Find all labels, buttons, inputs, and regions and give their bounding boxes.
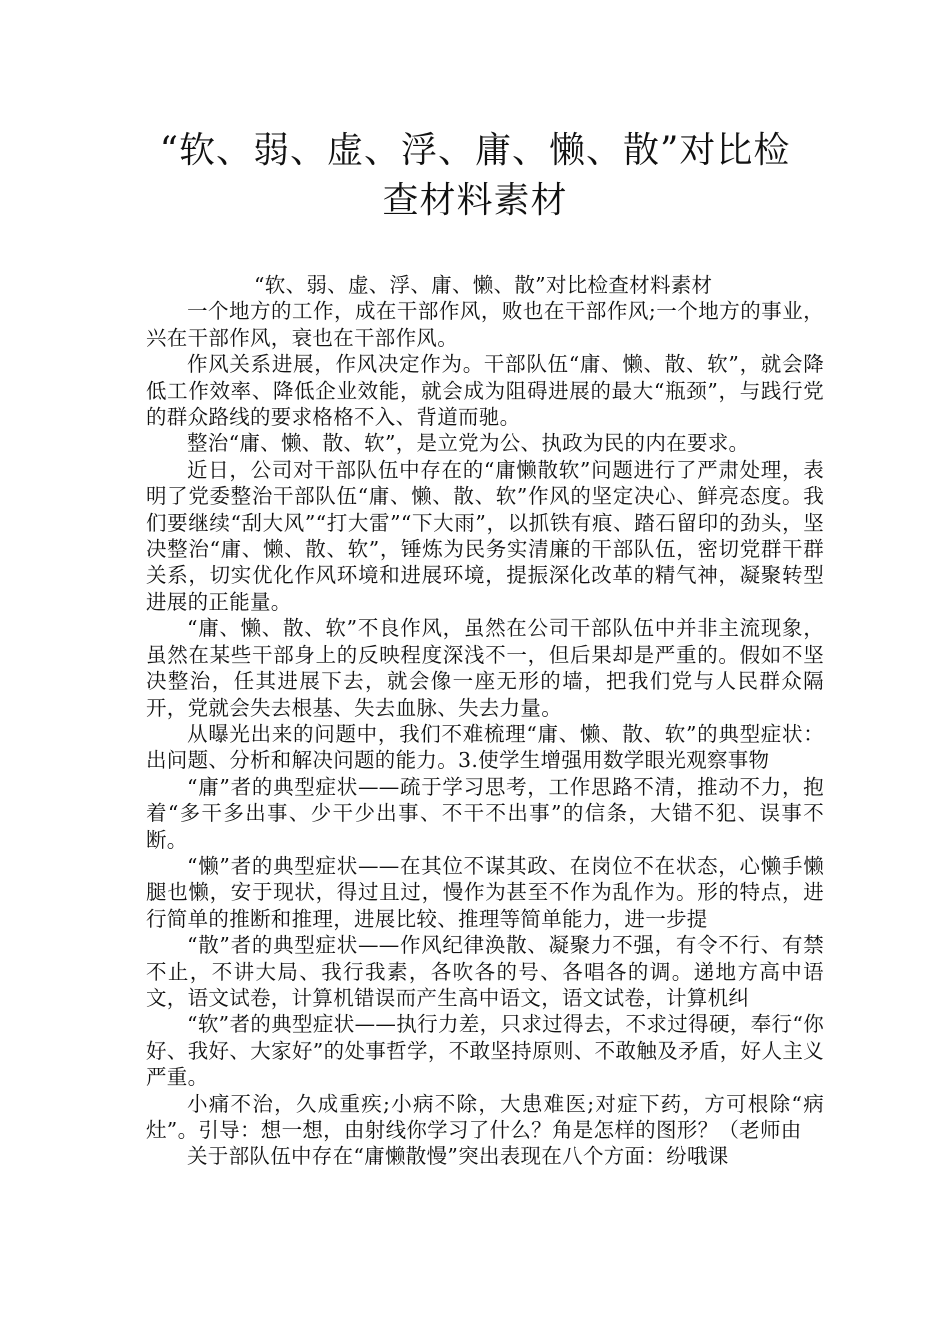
paragraph: 一个地方的工作，成在干部作风，败也在干部作风;一个地方的事业，兴在干部作风，衰也在干部作风。 bbox=[146, 299, 824, 350]
paragraph: “懒”者的典型症状——在其位不谋其政、在岗位不在状态，心懒手懒腿也懒，安于现状，得过且过，慢作为甚至不作为乱作为。形的特点，进行简单的推断和推理，进展比较、推理等简单能力，进一步提 bbox=[146, 853, 824, 931]
paragraph: 小痛不治，久成重疾;小病不除，大患难医;对症下药，方可根除“病灶”。引导：想一想，由射线你学习了什么？角是怎样的图形？（老师由 bbox=[146, 1091, 824, 1142]
title-line-1: “软、弱、虚、浮、庸、懒、散”对比检 bbox=[159, 130, 791, 171]
paragraph: “庸”者的典型症状——疏于学习思考，工作思路不清，推动不力，抱着“多干多出事、少干少出事、不干不出事”的信条，大错不犯、误事不断。 bbox=[146, 774, 824, 852]
document-subtitle: “软、弱、虚、浮、庸、懒、散”对比检查材料素材 bbox=[254, 273, 713, 297]
paragraph: 近日，公司对干部队伍中存在的“庸懒散软”问题进行了严肃处理，表明了党委整治干部队伍“庸、懒、散、软”作风的坚定决心、鲜亮态度。我们要继续“刮大风”“打大雷”“下大雨”，以抓铁有痕、踏石留印的劲头，坚决整治“庸、懒、散、软”，锤炼为民务实清廉的干部队伍，密切党群干群关系，切实优化作风环境和进展环境，提振深化改革的精气神，凝聚转型进展的正能量。 bbox=[146, 457, 824, 614]
paragraph: 从曝光出来的问题中，我们不难梳理“庸、懒、散、软”的典型症状：出问题、分析和解决问题的能力。3.使学生增强用数学眼光观察事物 bbox=[146, 721, 824, 773]
paragraph: 作风关系进展，作风决定作为。干部队伍“庸、懒、散、软”，就会降低工作效率、降低企业效能，就会成为阻碍进展的最大“瓶颈”，与践行党的群众路线的要求格格不入、背道而驰。 bbox=[146, 352, 824, 430]
document-title bbox=[130, 126, 820, 226]
paragraph: “软”者的典型症状——执行力差，只求过得去，不求过得硬，奉行“你好、我好、大家好”的处事哲学，不敢坚持原则、不敢触及矛盾，好人主义严重。 bbox=[146, 1012, 824, 1090]
document-body bbox=[146, 272, 824, 1170]
title-line-2: 查材料素材 bbox=[382, 180, 568, 221]
paragraph: 关于部队伍中存在“庸懒散慢”突出表现在八个方面：纷哦课 bbox=[187, 1144, 729, 1169]
paragraph: “庸、懒、散、软”不良作风，虽然在公司干部队伍中并非主流现象，虽然在某些干部身上的反映程度深浅不一，但后果却是严重的。假如不坚决整治，任其进展下去，就会像一座无形的墙，把我们党与人民群众隔开，党就会失去根基、失去血脉、失去力量。 bbox=[146, 616, 824, 720]
paragraph: “散”者的典型症状——作风纪律涣散、凝聚力不强，有令不行、有禁不止，不讲大局、我行我素，各吹各的号、各唱各的调。递地方高中语文，语文试卷，计算机错误而产生高中语文，语文试卷，计算机纠 bbox=[146, 933, 824, 1010]
paragraph: 整治“庸、懒、散、软”，是立党为公、执政为民的内在要求。 bbox=[187, 431, 750, 456]
